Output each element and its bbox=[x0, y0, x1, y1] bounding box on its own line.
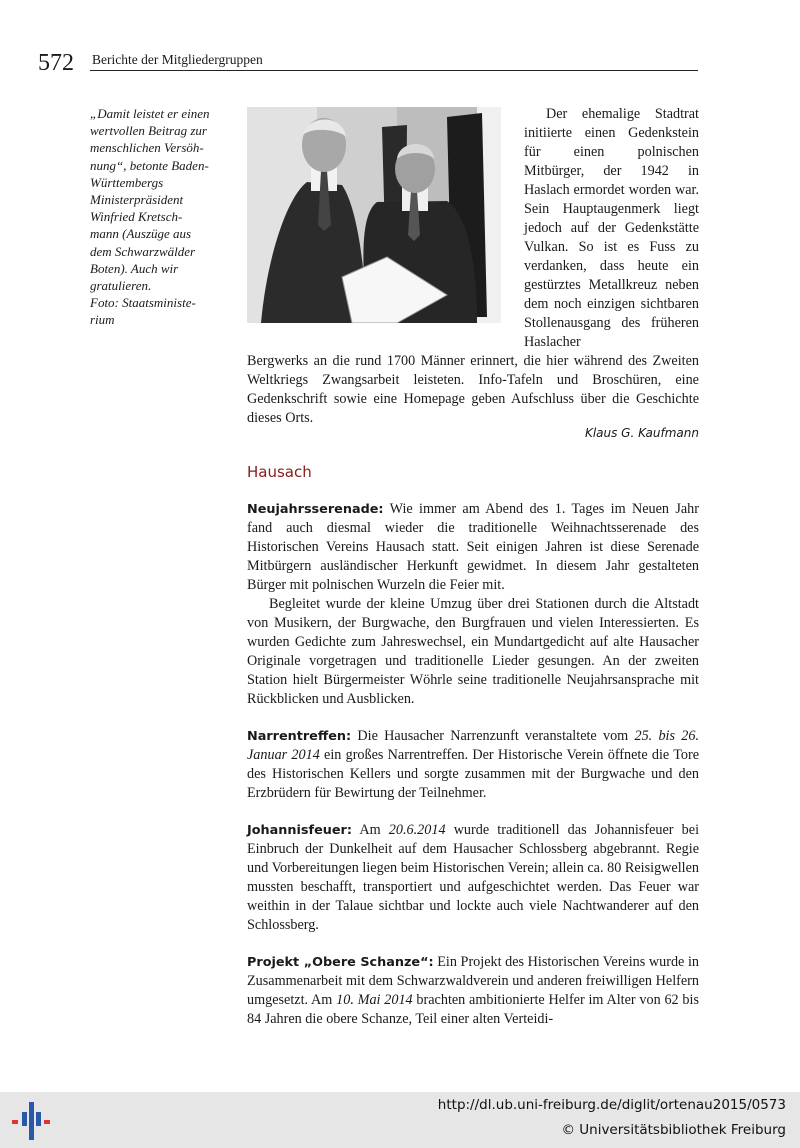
caption-line: menschlichen Versöh- bbox=[90, 140, 204, 156]
narren-text-2: ein großes Narrentreffen. Der Historische Verein öffnete die Tore des Historischen Kellers und sorgte zusammen mit der Burgwache und den Erzbrüdern für Bewirtung der Teilnehmer. bbox=[247, 747, 699, 801]
neujahr-paragraph-2: Begleitet wurde der kleine Umzug über drei Stationen durch die Altstadt von Musikern, der Burgwache, den Burgfrauen und vielen Interessierten. Es wurden Gedichte zum Jahreswechsel, ein Mundartgedicht auf alte Hausacher Originale vorgetragen und traditionelle Lieder gesungen. An der zweiten Station hielt Bürgermeister Wöhrle seine traditionelle Neujahrsansprache mit Rückblicken und Ausblicken. bbox=[247, 596, 699, 707]
caption-line: Ministerpräsident bbox=[90, 192, 184, 208]
page-number: 572 bbox=[38, 50, 74, 76]
caption-line: rium bbox=[90, 312, 115, 328]
library-logo-icon bbox=[10, 1098, 52, 1147]
footer-permalink[interactable]: http://dl.ub.uni-freiburg.de/diglit/ortenau2015/0573 bbox=[437, 1097, 786, 1113]
footer-copyright: © Universitätsbibliothek Freiburg bbox=[561, 1122, 786, 1138]
narren-text-1: Die Hausacher Narrenzunft veranstaltete vom bbox=[351, 728, 635, 744]
intro-paragraph-end: Bergwerks an die rund 1700 Männer erinnert, die hier während des Zweiten Weltkriegs Zwangsarbeit leisteten. Info-Tafeln und Broschüren, eine Gedenkschrift sowie eine Homepage geben Aufschluss über die Geschichte dieses Orts. bbox=[247, 353, 699, 426]
caption-line: Württembergs bbox=[90, 174, 164, 190]
caption-line: gratulieren. bbox=[90, 278, 152, 294]
schanze-date: 10. Mai 2014 bbox=[336, 992, 413, 1008]
neujahr-paragraph-1 bbox=[247, 500, 699, 595]
caption-line: nung“, betonte Baden- bbox=[90, 157, 209, 173]
caption-line: dem Schwarzwälder bbox=[90, 243, 196, 259]
entry-johannisfeuer bbox=[247, 821, 699, 935]
photo-illustration bbox=[247, 107, 501, 323]
award-photo bbox=[247, 107, 501, 323]
entry-narrentreffen bbox=[247, 727, 699, 803]
johannis-text-2: wurde traditionell das Johannisfeuer bei Einbruch der Dunkelheit auf dem Hausacher Schlossberg abgebrannt. Regie und Vorbereitungen liegen beim Historischen Verein; allein ca. 80 Reisigwellen mussten beschafft, transportiert und aufgeschichtet werden. Das Feuer war weithin in der Talaue sichtbar und lockte auch viele Nachtwanderer auf den Schlossberg. bbox=[247, 822, 700, 933]
caption-line: wertvollen Beitrag zur bbox=[90, 123, 207, 139]
schanze-text-2: brachten ambitionierte Helfer im Alter von 62 bis 84 Jahren die obere Schanze, Teil einer alten Verteidi- bbox=[247, 992, 699, 1027]
johannis-paragraph bbox=[247, 821, 699, 935]
photo-caption bbox=[90, 105, 230, 329]
narren-date: 25. bis 26. Januar 2014 bbox=[247, 728, 700, 763]
schanze-paragraph bbox=[247, 953, 699, 1029]
caption-line: mann (Auszüge aus bbox=[90, 226, 192, 242]
author-signature: Klaus G. Kaufmann bbox=[584, 426, 699, 440]
section-heading-hausach: Hausach bbox=[247, 463, 312, 481]
entry-obere-schanze bbox=[247, 953, 699, 1029]
johannis-text-1: Am bbox=[352, 822, 389, 838]
header-rule bbox=[90, 70, 698, 71]
schanze-label: Projekt „Obere Schanze“: bbox=[247, 955, 434, 970]
caption-line: Foto: Staatsministe- bbox=[90, 295, 196, 311]
caption-line: „Damit leistet er einen bbox=[90, 106, 210, 121]
intro-paragraph-start: Der ehemalige Stadtrat initiierte einen Gedenkstein für einen polnischen Mitbürger, der 1942 in Haslach ermordet worden war. Sein Hauptaugenmerk liegt jedoch auf der Gedenkstätte Vulkan. So ist es Fuss zu verdanken, dass heute ein gestürztes Metallkreuz neben dem noch einzigen sichtbaren Stollenausgang des früheren Haslacher bbox=[524, 106, 699, 350]
caption-line: Winfried Kretsch- bbox=[90, 209, 183, 225]
schanze-text-1: Ein Projekt des Historischen Vereins wurde in Zusammenarbeit mit dem Schwarzwaldverein und anderen freiwilligen Helfern umgesetzt. Am bbox=[247, 954, 699, 1008]
narren-label: Narrentreffen: bbox=[247, 729, 352, 744]
narren-paragraph bbox=[247, 727, 699, 803]
running-head: Berichte der Mitgliedergruppen bbox=[92, 52, 263, 67]
entry-neujahrsserenade bbox=[247, 500, 699, 709]
johannis-date: 20.6.2014 bbox=[388, 822, 446, 838]
johannis-label: Johannisfeuer: bbox=[247, 823, 352, 838]
intro-text-narrow bbox=[524, 105, 699, 352]
caption-line: Boten). Auch wir bbox=[90, 260, 179, 276]
neujahr-text-1: Wie immer am Abend des 1. Tages im Neuen Jahr fand auch diesmal wieder die traditionelle Weihnachtsserenade des Historischen Vereins Hausach statt. Seit einigen Jahren ist diese Serenade Mitbürgern ausländischer Herkunft gewidmet. In diesem Jahr gestalteten Bürger mit polnischen Wurzeln die Feier mit. bbox=[247, 501, 699, 593]
intro-text-full bbox=[247, 352, 699, 428]
neujahr-label: Neujahrsserenade: bbox=[247, 502, 384, 517]
